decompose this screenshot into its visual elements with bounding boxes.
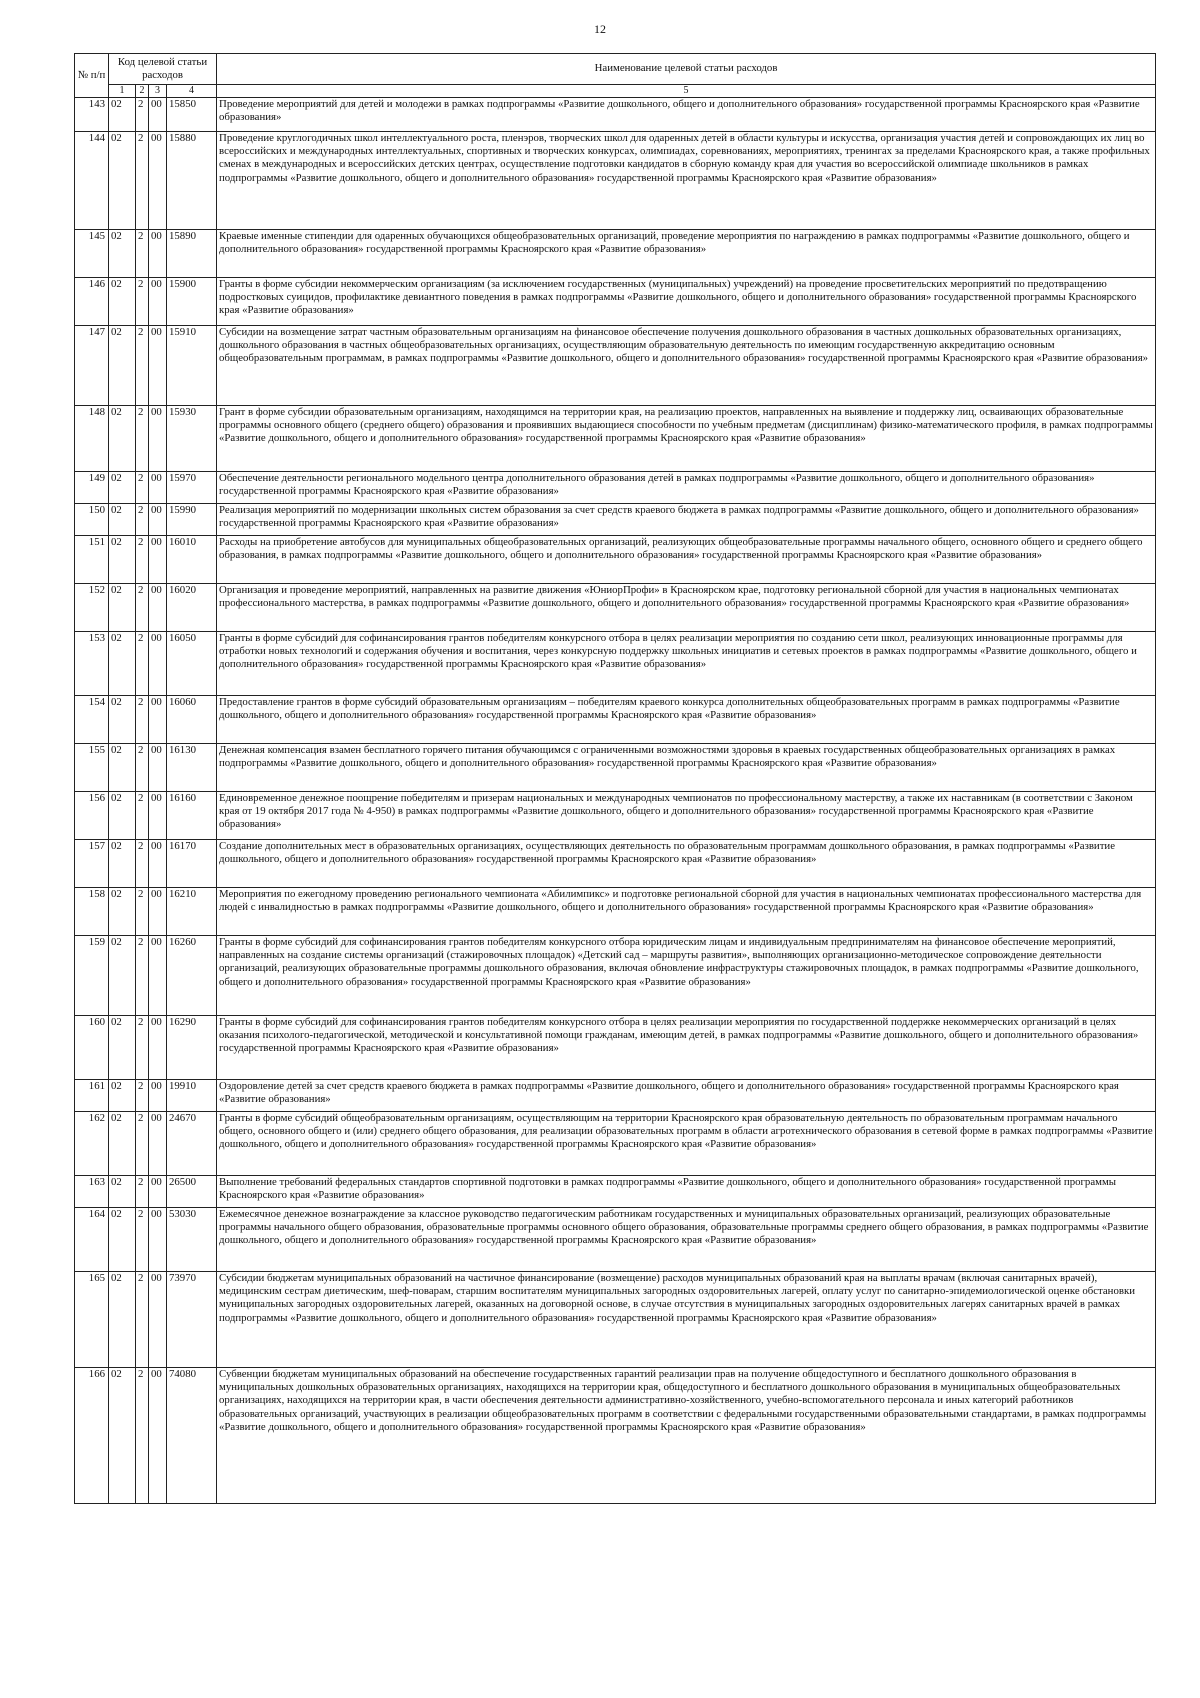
code-part-1: 02	[109, 1176, 136, 1208]
code-part-3: 00	[149, 472, 167, 504]
code-part-3: 00	[149, 792, 167, 840]
code-part-4: 16210	[167, 888, 217, 936]
row-number: 150	[75, 504, 109, 536]
row-number: 156	[75, 792, 109, 840]
budget-codes-table	[74, 53, 1156, 1504]
code-part-4: 16060	[167, 696, 217, 744]
code-part-4: 73970	[167, 1272, 217, 1368]
code-part-2: 2	[136, 98, 149, 132]
code-part-2: 2	[136, 632, 149, 696]
row-description: Субсидии на возмещение затрат частным образовательным организациям на финансовое обеспечение получения дошкольного образования в частных дошкольных образовательных организациях, дошкольного образования в частных общеобразовательных организациях, осуществляющим образовательную деятельность по имеющим государственную аккредитацию основным общеобразовательным программам, в рамках подпрограммы «Развитие дошкольного, общего и дополнительного образования» государственной программы Красноярского края «Развитие образования»	[217, 326, 1156, 406]
code-part-3: 00	[149, 1176, 167, 1208]
code-part-2: 2	[136, 1208, 149, 1272]
code-part-1: 02	[109, 278, 136, 326]
code-part-2: 2	[136, 936, 149, 1016]
code-part-4: 15990	[167, 504, 217, 536]
column-number-5: 5	[217, 85, 1156, 98]
code-part-2: 2	[136, 1272, 149, 1368]
code-part-2: 2	[136, 584, 149, 632]
code-part-4: 16290	[167, 1016, 217, 1080]
row-number: 146	[75, 278, 109, 326]
row-description: Реализация мероприятий по модернизации школьных систем образования за счет средств краевого бюджета в рамках подпрограммы «Развитие дошкольного, общего и дополнительного образования» государственной программы Красноярского края «Развитие образования»	[217, 504, 1156, 536]
row-description: Проведение мероприятий для детей и молодежи в рамках подпрограммы «Развитие дошкольного, общего и дополнительного образования» государственной программы Красноярского края «Развитие образования»	[217, 98, 1156, 132]
row-number: 143	[75, 98, 109, 132]
code-part-4: 15900	[167, 278, 217, 326]
code-part-1: 02	[109, 792, 136, 840]
row-number: 158	[75, 888, 109, 936]
code-part-3: 00	[149, 278, 167, 326]
code-part-1: 02	[109, 536, 136, 584]
code-part-2: 2	[136, 696, 149, 744]
code-part-1: 02	[109, 632, 136, 696]
code-part-4: 15850	[167, 98, 217, 132]
row-description: Денежная компенсация взамен бесплатного горячего питания обучающимся с ограниченными возможностями здоровья в краевых государственных общеобразовательных организациях в рамках подпрограммы «Развитие дошкольного, общего и дополнительного образования» государственной программы Красноярского края «Развитие образования»	[217, 744, 1156, 792]
code-part-3: 00	[149, 98, 167, 132]
code-part-2: 2	[136, 792, 149, 840]
header-name: Наименование целевой статьи расходов	[217, 54, 1156, 85]
column-number-2: 2	[136, 85, 149, 98]
code-part-3: 00	[149, 1016, 167, 1080]
table-row	[75, 278, 1156, 326]
table-row	[75, 326, 1156, 406]
row-number: 144	[75, 132, 109, 230]
code-part-4: 16170	[167, 840, 217, 888]
code-part-4: 16260	[167, 936, 217, 1016]
row-description: Организация и проведение мероприятий, направленных на развитие движения «ЮниорПрофи» в Красноярском крае, подготовку региональной сборной для участия в национальных чемпионатах профессионального мастерства, в рамках подпрограммы «Развитие дошкольного, общего и дополнительного образования» государственной программы Красноярского края «Развитие образования»	[217, 584, 1156, 632]
table-row	[75, 230, 1156, 278]
row-number: 165	[75, 1272, 109, 1368]
row-number: 160	[75, 1016, 109, 1080]
code-part-3: 00	[149, 632, 167, 696]
table-row	[75, 1080, 1156, 1112]
row-description: Гранты в форме субсидии некоммерческим организациям (за исключением государственных (муниципальных) учреждений) на проведение просветительских мероприятий по предотвращению подростковых суицидов, профилактике девиантного поведения в рамках подпрограммы «Развитие дошкольного, общего и дополнительного образования» государственной программы Красноярского края «Развитие образования»	[217, 278, 1156, 326]
row-number: 166	[75, 1368, 109, 1504]
code-part-3: 00	[149, 230, 167, 278]
row-number: 154	[75, 696, 109, 744]
code-part-2: 2	[136, 536, 149, 584]
code-part-4: 15910	[167, 326, 217, 406]
code-part-1: 02	[109, 406, 136, 472]
code-part-2: 2	[136, 1016, 149, 1080]
code-part-1: 02	[109, 840, 136, 888]
row-description: Выполнение требований федеральных стандартов спортивной подготовки в рамках подпрограммы «Развитие дошкольного, общего и дополнительного образования» государственной программы Красноярского края «Развитие образования»	[217, 1176, 1156, 1208]
code-part-2: 2	[136, 230, 149, 278]
code-part-1: 02	[109, 584, 136, 632]
row-number: 147	[75, 326, 109, 406]
table-row	[75, 472, 1156, 504]
code-part-2: 2	[136, 840, 149, 888]
header-code-group: Код целевой статьи расходов	[109, 54, 217, 85]
row-number: 155	[75, 744, 109, 792]
code-part-4: 16050	[167, 632, 217, 696]
code-part-1: 02	[109, 744, 136, 792]
code-part-1: 02	[109, 98, 136, 132]
row-description: Оздоровление детей за счет средств краевого бюджета в рамках подпрограммы «Развитие дошкольного, общего и дополнительного образования» государственной программы Красноярского края «Развитие образования»	[217, 1080, 1156, 1112]
code-part-4: 53030	[167, 1208, 217, 1272]
code-part-2: 2	[136, 744, 149, 792]
code-part-1: 02	[109, 696, 136, 744]
table-row	[75, 936, 1156, 1016]
code-part-3: 00	[149, 406, 167, 472]
code-part-2: 2	[136, 1176, 149, 1208]
code-part-1: 02	[109, 326, 136, 406]
code-part-2: 2	[136, 472, 149, 504]
code-part-3: 00	[149, 840, 167, 888]
code-part-2: 2	[136, 888, 149, 936]
row-description: Единовременное денежное поощрение победителям и призерам национальных и международных чемпионатов по профессиональному мастерству, а также их наставникам (в соответствии с Законом края от 19 октября 2017 года № 4-950) в рамках подпрограммы «Развитие дошкольного, общего и дополнительного образования» государственной программы Красноярского края «Развитие образования»	[217, 792, 1156, 840]
row-description: Обеспечение деятельности регионального модельного центра дополнительного образования детей в рамках подпрограммы «Развитие дошкольного, общего и дополнительного образования» государственной программы Красноярского края «Развитие образования»	[217, 472, 1156, 504]
row-description: Субвенции бюджетам муниципальных образований на обеспечение государственных гарантий реализации прав на получение общедоступного и бесплатного дошкольного образования в муниципальных дошкольных образовательных организациях, находящихся на территории края, общедоступного и бесплатного дошкольного образования в муниципальных общеобразовательных организациях, находящихся на территории края, в части обеспечения деятельности административно-хозяйственного, учебно-вспомогательного персонала и иных категорий работников образовательных организаций, участвующих в реализации общеобразовательных программ в соответствии с федеральными государственными образовательными стандартами, в рамках подпрограммы «Развитие дошкольного, общего и дополнительного образования» государственной программы Красноярского края «Развитие образования»	[217, 1368, 1156, 1504]
code-part-1: 02	[109, 1208, 136, 1272]
table-row	[75, 1272, 1156, 1368]
code-part-4: 19910	[167, 1080, 217, 1112]
row-number: 163	[75, 1176, 109, 1208]
code-part-3: 00	[149, 1112, 167, 1176]
row-number: 161	[75, 1080, 109, 1112]
code-part-1: 02	[109, 936, 136, 1016]
table-row	[75, 840, 1156, 888]
code-part-3: 00	[149, 1272, 167, 1368]
row-description: Гранты в форме субсидий общеобразовательным организациям, осуществляющим на территории Красноярского края образовательную деятельность по образовательным программам начального общего, основного общего и (или) среднего общего образования, для реализации образовательных программ в области агротехнического образования в сетевой форме в рамках подпрограммы «Развитие дошкольного, общего и дополнительного образования» государственной программы Красноярского края «Развитие образования»	[217, 1112, 1156, 1176]
row-description: Проведение круглогодичных школ интеллектуального роста, пленэров, творческих школ для одаренных детей в области культуры и искусства, организация участия детей и сопровождающих их лиц во всероссийских и международных интеллектуальных, спортивных и творческих конкурсах, олимпиадах, соревнованиях, мероприятиях, тренингах за пределами Красноярского края, а также профильных сменах в международных и всероссийских детских центрах, осуществление подготовки кандидатов в сборную команду края для участия во всероссийской олимпиаде школьников в рамках подпрограммы «Развитие дошкольного, общего и дополнительного образования» государственной программы Красноярского края «Развитие образования»	[217, 132, 1156, 230]
table-row	[75, 1112, 1156, 1176]
table-row	[75, 504, 1156, 536]
row-number: 157	[75, 840, 109, 888]
code-part-2: 2	[136, 1112, 149, 1176]
code-part-1: 02	[109, 230, 136, 278]
code-part-4: 74080	[167, 1368, 217, 1504]
code-part-3: 00	[149, 504, 167, 536]
page-number: 12	[594, 22, 606, 36]
code-part-2: 2	[136, 1080, 149, 1112]
table-row	[75, 584, 1156, 632]
code-part-1: 02	[109, 888, 136, 936]
code-part-3: 00	[149, 1208, 167, 1272]
table-row	[75, 1016, 1156, 1080]
table-row	[75, 632, 1156, 696]
code-part-2: 2	[136, 406, 149, 472]
row-description: Гранты в форме субсидий для софинансирования грантов победителям конкурсного отбора в целях реализации мероприятия по созданию сети школ, реализующих инновационные программы для отработки новых технологий и содержания обучения и воспитания, через конкурсную поддержку школьных инициатив и сетевых проектов в рамках подпрограммы «Развитие дошкольного, общего и дополнительного образования» государственной программы Красноярского края «Развитие образования»	[217, 632, 1156, 696]
budget-table-sheet	[74, 53, 1155, 1504]
row-description: Субсидии бюджетам муниципальных образований на частичное финансирование (возмещение) расходов муниципальных образований края на выплаты врачам (включая санитарных врачей), медицинским сестрам диетическим, шеф-поварам, старшим воспитателям муниципальных загородных оздоровительных лагерей, оплату услуг по санитарно-эпидемиологической оценке обстановки муниципальных загородных оздоровительных лагерей, оказанных на договорной основе, в случае отсутствия в муниципальных загородных оздоровительных лагерях санитарных врачей в рамках подпрограммы «Развитие дошкольного, общего и дополнительного образования» государственной программы Красноярского края «Развитие образования»	[217, 1272, 1156, 1368]
code-part-2: 2	[136, 1368, 149, 1504]
code-part-1: 02	[109, 472, 136, 504]
code-part-4: 15930	[167, 406, 217, 472]
code-part-3: 00	[149, 132, 167, 230]
row-number: 148	[75, 406, 109, 472]
code-part-3: 00	[149, 696, 167, 744]
table-row	[75, 1368, 1156, 1504]
code-part-3: 00	[149, 936, 167, 1016]
row-number: 151	[75, 536, 109, 584]
table-row	[75, 98, 1156, 132]
table-row	[75, 1176, 1156, 1208]
code-part-4: 16160	[167, 792, 217, 840]
column-number-3: 3	[149, 85, 167, 98]
code-part-3: 00	[149, 326, 167, 406]
row-number: 164	[75, 1208, 109, 1272]
code-part-3: 00	[149, 888, 167, 936]
code-part-2: 2	[136, 278, 149, 326]
row-description: Гранты в форме субсидий для софинансирования грантов победителям конкурсного отбора в целях реализации мероприятия по государственной поддержке некоммерческих организаций в целях оказания психолого-педагогической, методической и консультативной помощи гражданам, имеющим детей, в рамках подпрограммы «Развитие дошкольного, общего и дополнительного образования» государственной программы Красноярского края «Развитие образования»	[217, 1016, 1156, 1080]
table-row	[75, 1208, 1156, 1272]
code-part-4: 26500	[167, 1176, 217, 1208]
table-row	[75, 406, 1156, 472]
row-description: Создание дополнительных мест в образовательных организациях, осуществляющих деятельность по образовательным программам дошкольного образования, в рамках подпрограммы «Развитие дошкольного, общего и дополнительного образования» государственной программы Красноярского края «Развитие образования»	[217, 840, 1156, 888]
row-description: Грант в форме субсидии образовательным организациям, находящимся на территории края, на реализацию проектов, направленных на выявление и поддержку лиц, осваивающих образовательные программы основного общего (среднего общего) образования и проявивших выдающиеся способности по учебным предметам (дисциплинам) физико-математического профиля, в рамках подпрограммы «Развитие дошкольного, общего и дополнительного образования» государственной программы Красноярского края «Развитие образования»	[217, 406, 1156, 472]
column-number-1: 1	[109, 85, 136, 98]
code-part-4: 15880	[167, 132, 217, 230]
row-description: Предоставление грантов в форме субсидий образовательным организациям – победителям краевого конкурса дополнительных общеобразовательных программ в рамках подпрограммы «Развитие дошкольного, общего и дополнительного образования» государственной программы Красноярского края «Развитие образования»	[217, 696, 1156, 744]
code-part-1: 02	[109, 1272, 136, 1368]
header-row	[75, 54, 1156, 85]
row-description: Краевые именные стипендии для одаренных обучающихся общеобразовательных организаций, проведение мероприятия по награждению в рамках подпрограммы «Развитие дошкольного, общего и дополнительного образования» государственной программы Красноярского края «Развитие образования»	[217, 230, 1156, 278]
column-number-row	[75, 85, 1156, 98]
table-row	[75, 744, 1156, 792]
code-part-1: 02	[109, 132, 136, 230]
code-part-1: 02	[109, 1016, 136, 1080]
row-description: Ежемесячное денежное вознаграждение за классное руководство педагогическим работникам государственных и муниципальных образовательных организаций, реализующих образовательные программы начального общего образования, образовательные программы основного общего образования, образовательные программы среднего общего образования, в рамках подпрограммы «Развитие дошкольного, общего и дополнительного образования» государственной программы Красноярского края «Развитие образования»	[217, 1208, 1156, 1272]
row-number: 145	[75, 230, 109, 278]
code-part-3: 00	[149, 744, 167, 792]
code-part-3: 00	[149, 1080, 167, 1112]
row-number: 159	[75, 936, 109, 1016]
code-part-2: 2	[136, 326, 149, 406]
code-part-1: 02	[109, 1368, 136, 1504]
code-part-3: 00	[149, 1368, 167, 1504]
code-part-1: 02	[109, 1080, 136, 1112]
column-number-4: 4	[167, 85, 217, 98]
row-number: 149	[75, 472, 109, 504]
code-part-4: 15970	[167, 472, 217, 504]
table-row	[75, 696, 1156, 744]
code-part-4: 24670	[167, 1112, 217, 1176]
row-description: Расходы на приобретение автобусов для муниципальных общеобразовательных организаций, реализующих общеобразовательные программы начального общего, основного общего и среднего общего образования, в рамках подпрограммы «Развитие дошкольного, общего и дополнительного образования» государственной программы Красноярского края «Развитие образования»	[217, 536, 1156, 584]
header-no: № п/п	[75, 54, 109, 98]
code-part-3: 00	[149, 536, 167, 584]
row-number: 153	[75, 632, 109, 696]
code-part-4: 15890	[167, 230, 217, 278]
code-part-3: 00	[149, 584, 167, 632]
code-part-4: 16010	[167, 536, 217, 584]
row-description: Гранты в форме субсидий для софинансирования грантов победителям конкурсного отбора юридическим лицам и индивидуальным предпринимателям на финансовое обеспечение мероприятий, направленных на создание системы организаций (стажировочных площадок) «Детский сад – маршруты развития», выполняющих организационно-методическое сопровождение деятельности организаций, реализующих образовательные программы дошкольного образования, включая обновление инфраструктуры стажировочных площадок, в рамках подпрограммы «Развитие дошкольного, общего и дополнительного образования» государственной программы Красноярского края «Развитие образования»	[217, 936, 1156, 1016]
code-part-4: 16020	[167, 584, 217, 632]
code-part-4: 16130	[167, 744, 217, 792]
code-part-1: 02	[109, 504, 136, 536]
table-row	[75, 536, 1156, 584]
row-number: 162	[75, 1112, 109, 1176]
code-part-2: 2	[136, 504, 149, 536]
table-row	[75, 132, 1156, 230]
row-description: Мероприятия по ежегодному проведению регионального чемпионата «Абилимпикс» и подготовке региональной сборной для участия в национальных чемпионатах профессионального мастерства для людей с инвалидностью в рамках подпрограммы «Развитие дошкольного, общего и дополнительного образования» государственной программы Красноярского края «Развитие образования»	[217, 888, 1156, 936]
row-number: 152	[75, 584, 109, 632]
table-row	[75, 792, 1156, 840]
code-part-2: 2	[136, 132, 149, 230]
table-row	[75, 888, 1156, 936]
code-part-1: 02	[109, 1112, 136, 1176]
